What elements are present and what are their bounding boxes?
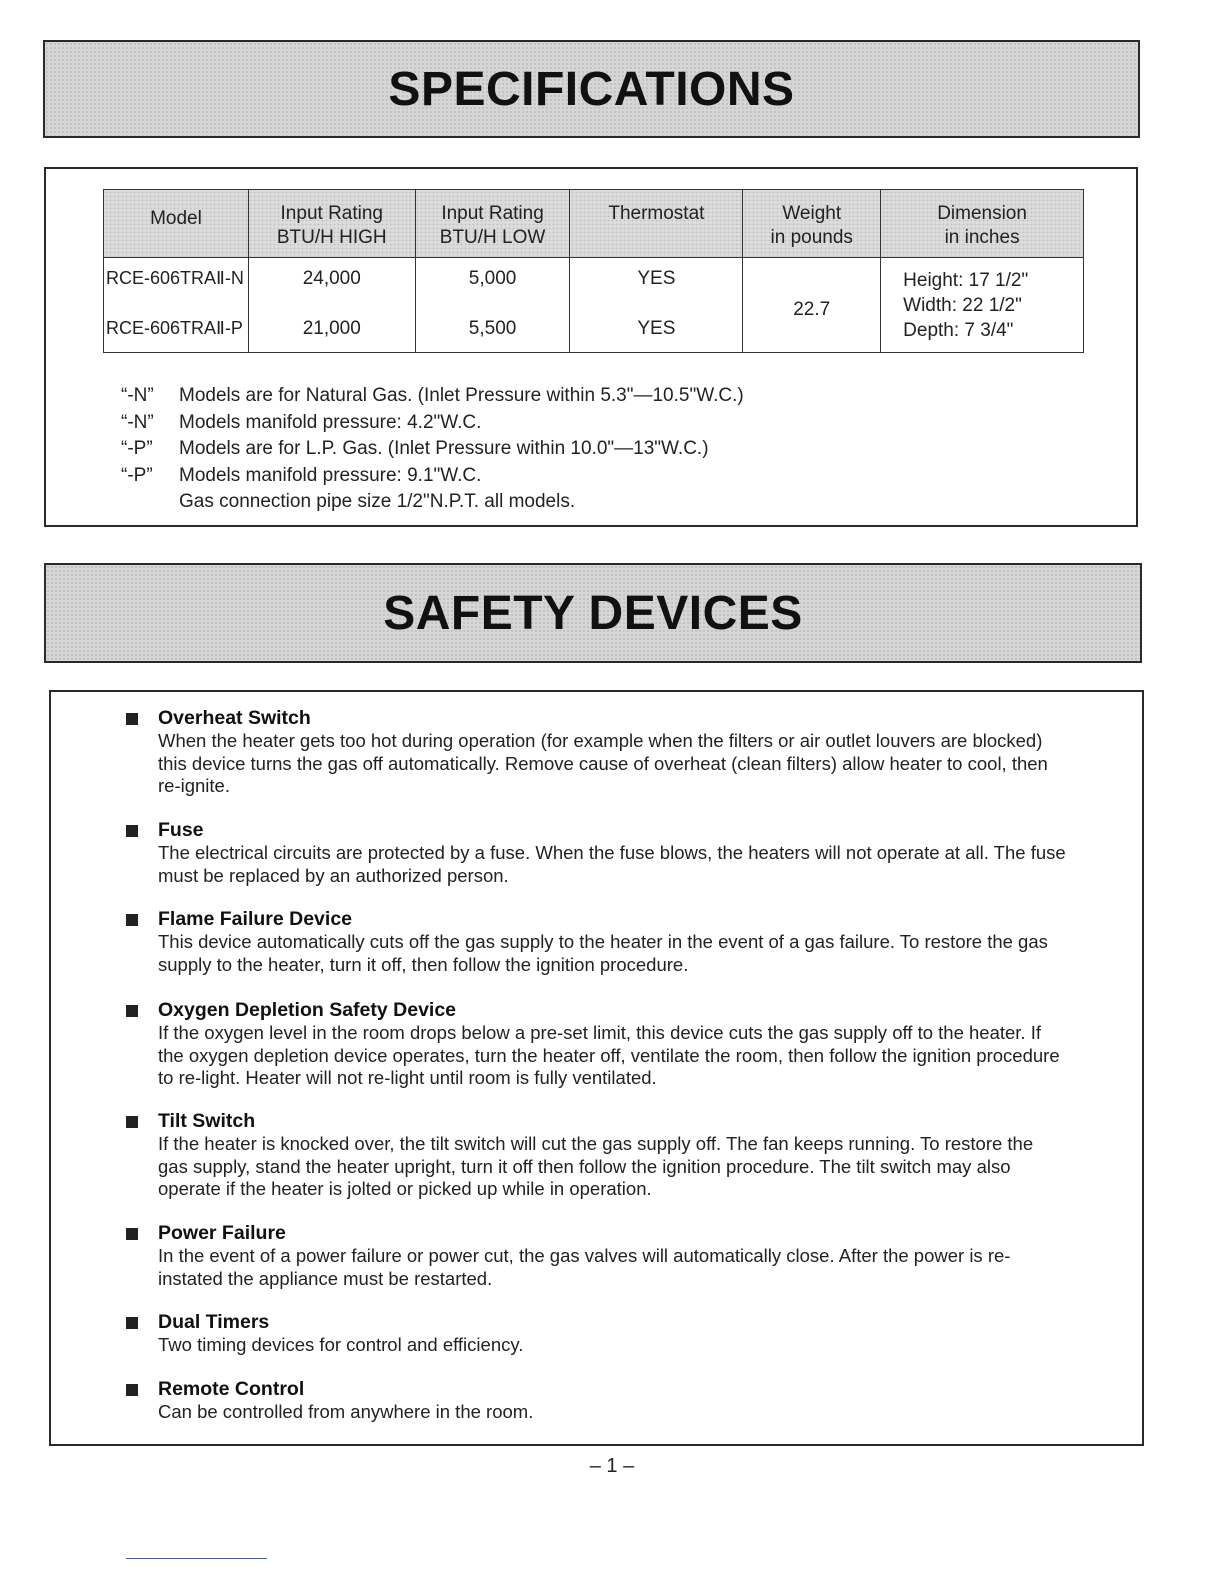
square-bullet-icon [126, 914, 138, 926]
cell-thermostat: YES [570, 306, 743, 353]
dimension-depth: Depth: 7 3/4" [903, 320, 1014, 341]
item-title: Overheat Switch [158, 707, 311, 729]
specifications-section [44, 167, 1138, 527]
header-weight: Weight in pounds [743, 190, 881, 258]
item-description: When the heater gets too hot during operation (for example when the filters or air outlet louvers are blocked) this device turns the gas off automatically. Remove cause of overheat (clean filters) allow heater to cool, then re-ignite. [158, 730, 1048, 796]
square-bullet-icon [126, 1384, 138, 1396]
cell-model: RCE-606TRAⅡ-N [104, 258, 249, 306]
cell-model: RCE-606TRAⅡ-P [104, 306, 249, 353]
safety-devices-section [49, 690, 1144, 1446]
footer-divider [126, 1558, 267, 1559]
note-item: “-N” Models are for Natural Gas. (Inlet Pressure within 5.3"—10.5"W.C.) [121, 385, 744, 406]
table-header-row [104, 190, 1084, 258]
cell-input-high: 21,000 [248, 306, 415, 353]
header-input-low: Input Rating BTU/H LOW [415, 190, 570, 258]
note-item: “-P” Models manifold pressure: 9.1"W.C. [121, 464, 482, 486]
item-description: Two timing devices for control and efficiency. [158, 1334, 524, 1355]
item-description: In the event of a power failure or power cut, the gas valves will automatically close. After the power is re-instated the appliance must be restarted. [158, 1245, 1011, 1289]
dimension-height: Height: 17 1/2" [903, 270, 1029, 291]
item-title: Remote Control [158, 1378, 305, 1400]
item-title: Tilt Switch [158, 1110, 256, 1132]
note-item: “-N” Models manifold pressure: 4.2"W.C. [121, 411, 482, 433]
square-bullet-icon [126, 1317, 138, 1329]
cell-weight: 22.7 [743, 258, 881, 353]
note-item: “-P” Models are for L.P. Gas. (Inlet Pressure within 10.0"—13"W.C.) [121, 438, 709, 459]
item-title: Fuse [158, 819, 204, 841]
header-thermostat: Thermostat [570, 190, 743, 258]
item-description: If the heater is knocked over, the tilt switch will cut the gas supply off. The fan keeps running. To restore the gas supply, stand the heater upright, turn it off then follow the ignition procedure. The tilt switch may also operate if the heater is jolted or picked up while in operation. [158, 1133, 1034, 1199]
square-bullet-icon [126, 1005, 138, 1017]
cell-input-low: 5,000 [415, 258, 570, 306]
square-bullet-icon [126, 825, 138, 837]
specifications-heading: SPECIFICATIONS [388, 62, 795, 116]
cell-input-high: 24,000 [248, 258, 415, 306]
square-bullet-icon [126, 713, 138, 725]
specification-notes [121, 383, 744, 516]
note-item: Gas connection pipe size 1/2"N.P.T. all models. [179, 491, 576, 512]
item-description: Can be controlled from anywhere in the room. [158, 1401, 534, 1422]
table-row [104, 258, 1084, 306]
header-model: Model [104, 190, 249, 258]
header-input-high: Input Rating BTU/H HIGH [248, 190, 415, 258]
square-bullet-icon [126, 1116, 138, 1128]
item-title: Flame Failure Device [158, 908, 353, 930]
dimension-width: Width: 22 1/2" [903, 295, 1022, 316]
cell-dimensions [881, 258, 1084, 353]
page-number: – 1 – [589, 1455, 635, 1477]
safety-devices-heading: SAFETY DEVICES [383, 586, 803, 640]
item-title: Oxygen Depletion Safety Device [158, 999, 457, 1021]
cell-thermostat: YES [570, 258, 743, 306]
item-description: If the oxygen level in the room drops below a pre-set limit, this device cuts the gas supply off to the heater. If the oxygen depletion device operates, turn the heater off, ventilate the room, then follow the ignition procedure to re-light. Heater will not re-light until room is fully ventilated. [158, 1022, 1060, 1088]
cell-input-low: 5,500 [415, 306, 570, 353]
item-description: The electrical circuits are protected by a fuse. When the fuse blows, the heaters will not operate at all. The fuse must be replaced by an authorized person. [158, 842, 1066, 886]
specifications-banner [43, 40, 1140, 138]
specifications-table [103, 189, 1084, 353]
safety-devices-banner [44, 563, 1142, 663]
header-dimension: Dimension in inches [881, 190, 1084, 258]
item-description: This device automatically cuts off the gas supply to the heater in the event of a gas failure. To restore the gas supply to the heater, turn it off, then follow the ignition procedure. [158, 931, 1048, 975]
square-bullet-icon [126, 1228, 138, 1240]
item-title: Dual Timers [158, 1311, 270, 1333]
item-title: Power Failure [158, 1222, 286, 1244]
